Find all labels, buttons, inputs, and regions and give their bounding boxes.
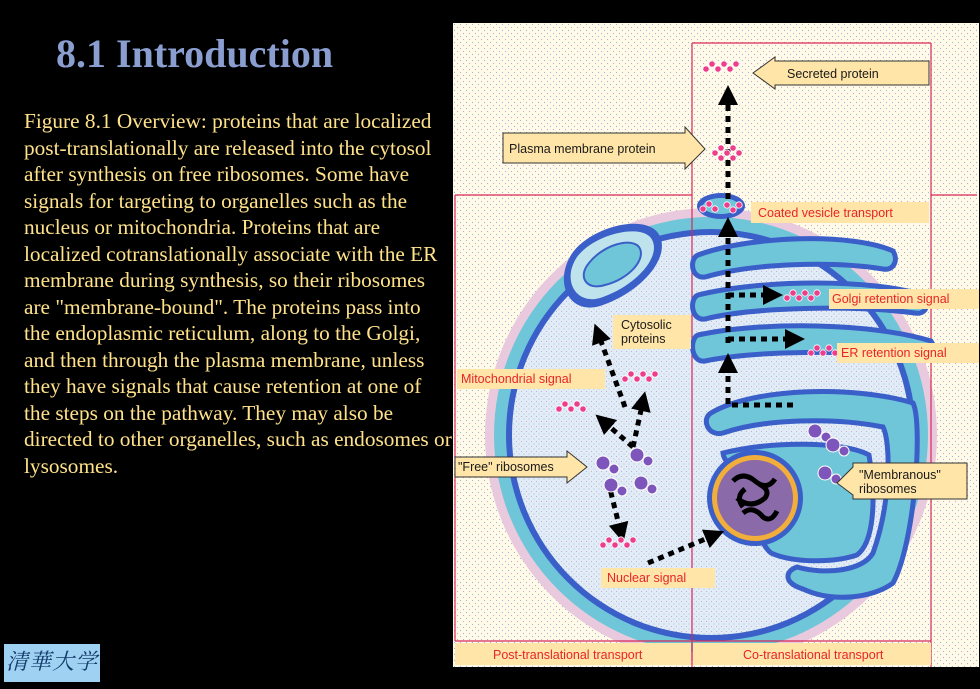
mitochondrial-signal-label: Mitochondrial signal bbox=[461, 372, 572, 386]
label-coated-vesicle-transport bbox=[751, 202, 929, 223]
label-post-translational bbox=[455, 643, 691, 665]
nuclear-signal-label: Nuclear signal bbox=[607, 571, 687, 585]
label-cytosolic-proteins bbox=[613, 315, 691, 349]
label-co-translational bbox=[693, 643, 931, 665]
er-retention-signal-label: ER retention signal bbox=[841, 346, 947, 360]
protein-localization-diagram bbox=[453, 23, 979, 667]
secreted-protein-label: Secreted protein bbox=[787, 67, 879, 81]
university-logo: 清華大学 bbox=[4, 644, 100, 682]
slide-body-text: Figure 8.1 Overview: proteins that are localized post-translationally are released into the cytosol after synthesis on free ribosomes. Some have signals for targeting to organelles such as the nucleus or mitochondria. Proteins that are localized cotranslationally associate with the ER membrane during synthesis, so their ribosomes are "membrane-bound". The proteins pass into the endoplasmic reticulum, along to the Golgi, and then through the plasma membrane, unless they have signals that cause retention at one of the steps on the pathway. They may also be directed to other organelles, such as endosomes or lysosomes. bbox=[24, 109, 452, 478]
cytosolic-proteins-label-line1: Cytosolic bbox=[621, 318, 672, 332]
plasma-membrane-protein-label: Plasma membrane protein bbox=[509, 142, 656, 156]
coated-vesicle-transport-label: Coated vesicle transport bbox=[758, 206, 893, 220]
nucleus bbox=[707, 450, 803, 546]
label-secreted-protein bbox=[753, 57, 929, 89]
label-plasma-membrane-protein bbox=[503, 127, 705, 169]
label-membranous-ribosomes bbox=[837, 463, 967, 499]
label-nuclear-signal bbox=[601, 568, 715, 588]
label-golgi-retention-signal bbox=[829, 289, 979, 309]
label-mitochondrial-signal bbox=[457, 369, 605, 389]
golgi-retention-signal-label: Golgi retention signal bbox=[832, 292, 950, 306]
cytosolic-proteins-label-line2: proteins bbox=[621, 332, 666, 346]
free-ribosomes-label: "Free" ribosomes bbox=[458, 460, 554, 474]
slide-title: 8.1 Introduction bbox=[56, 31, 334, 76]
membranous-ribosomes-label-line2: ribosomes bbox=[859, 482, 917, 496]
co-translational-label: Co-translational transport bbox=[743, 648, 884, 662]
post-translational-label: Post-translational transport bbox=[493, 648, 643, 662]
label-er-retention-signal bbox=[837, 343, 979, 363]
membranous-ribosomes-label-line1: "Membranous" bbox=[859, 468, 941, 482]
